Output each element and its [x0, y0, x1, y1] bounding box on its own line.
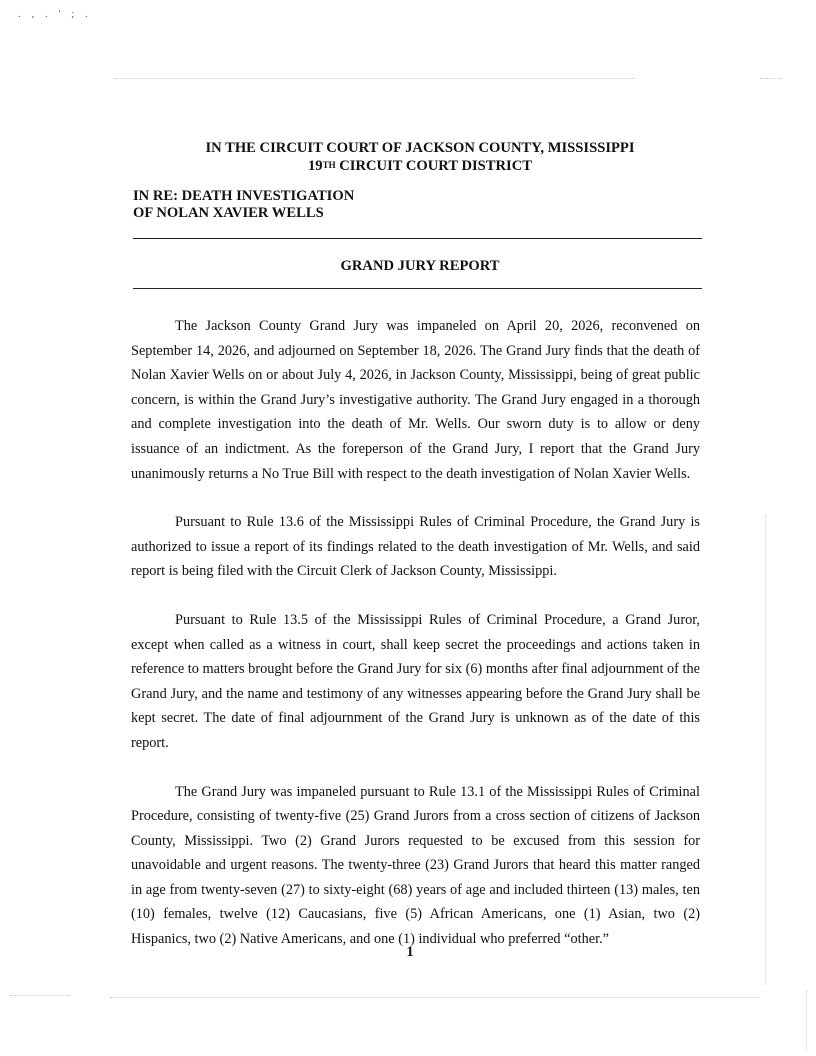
scan-artifact-top-line — [115, 78, 635, 79]
page-number: 1 — [406, 944, 414, 960]
paragraph-rule-13-5: Pursuant to Rule 13.5 of the Mississippi Rules of Criminal Procedure, a Grand Juror, except when called as a witness in court, shall keep secret the proceedings and actions taken in reference to matters brought before the Grand Jury for six (6) months after final adjournment of the Grand Jury, and the name and testimony of any witnesses appearing before the Grand Jury shall be kept secret. The date of final adjournment of the Grand Jury is unknown as of the date of this report. — [131, 611, 700, 751]
scan-artifact-top-right-line — [760, 78, 782, 79]
district-ordinal-suffix: TH — [322, 160, 336, 170]
scan-artifact-right-edge — [765, 515, 766, 985]
divider-bottom — [133, 288, 702, 289]
report-title: GRAND JURY REPORT — [340, 258, 500, 274]
paragraph-findings: The Jackson County Grand Jury was impaneled on April 20, 2026, reconvened on September 14, 2026, and adjourned on September 18, 2026. The Grand Jury finds that the death of Nolan Xavier Wells on or about July 4, 2026, in Jackson County, Mississippi, being of great public concern, is within the Grand Jury’s investigative authority. The Grand Jury engaged in a thorough and complete investigation into the death of Mr. Wells. Our sworn duty is to allow or deny issuance of an indictment. As the foreperson of the Grand Jury, I report that the Grand Jury unanimously returns a No True Bill with respect to the death investigation of Nolan Xavier Wells. — [131, 318, 700, 482]
scan-artifact-bottom-left-line — [10, 995, 70, 996]
scan-marks: . , . ' ; . — [18, 8, 92, 20]
paragraph-rule-13-6: Pursuant to Rule 13.6 of the Mississippi Rules of Criminal Procedure, the Grand Jury is authorized to issue a report of its findings related to the death investigation of Mr. Wells, and said report is being filed with the Circuit Clerk of Jackson County, Mississippi. — [131, 514, 700, 580]
court-heading — [120, 139, 720, 175]
caption-line-1: IN RE: DEATH INVESTIGATION — [133, 188, 355, 204]
court-name: IN THE CIRCUIT COURT OF JACKSON COUNTY, MISSISSIPPI — [205, 140, 635, 156]
caption-line-2: OF NOLAN XAVIER WELLS — [133, 205, 324, 221]
court-district — [120, 157, 720, 175]
scan-artifact-corner-edge — [806, 990, 807, 1050]
scan-artifact-bottom-line — [110, 997, 760, 998]
report-body — [131, 314, 700, 976]
divider-top — [133, 238, 702, 239]
district-number: 19 — [307, 158, 323, 174]
district-label: CIRCUIT COURT DISTRICT — [335, 158, 533, 174]
paragraph-rule-13-1: The Grand Jury was impaneled pursuant to Rule 13.1 of the Mississippi Rules of Criminal Procedure, consisting of twenty-five (25) Grand Jurors from a cross section of citizens of Jackson County, Mississippi. Two (2) Grand Jurors requested to be excused from this session for unavoidable and urgent reasons. The twenty-three (23) Grand Jurors that heard this matter ranged in age from twenty-seven (27) to sixty-eight (68) years of age and included thirteen (13) males, ten (10) females, twelve (12) Caucasians, five (5) African Americans, one (1) Asian, two (2) Hispanics, two (2) Native Americans, and one (1) individual who preferred “other.” — [131, 783, 700, 948]
case-caption — [133, 188, 354, 222]
